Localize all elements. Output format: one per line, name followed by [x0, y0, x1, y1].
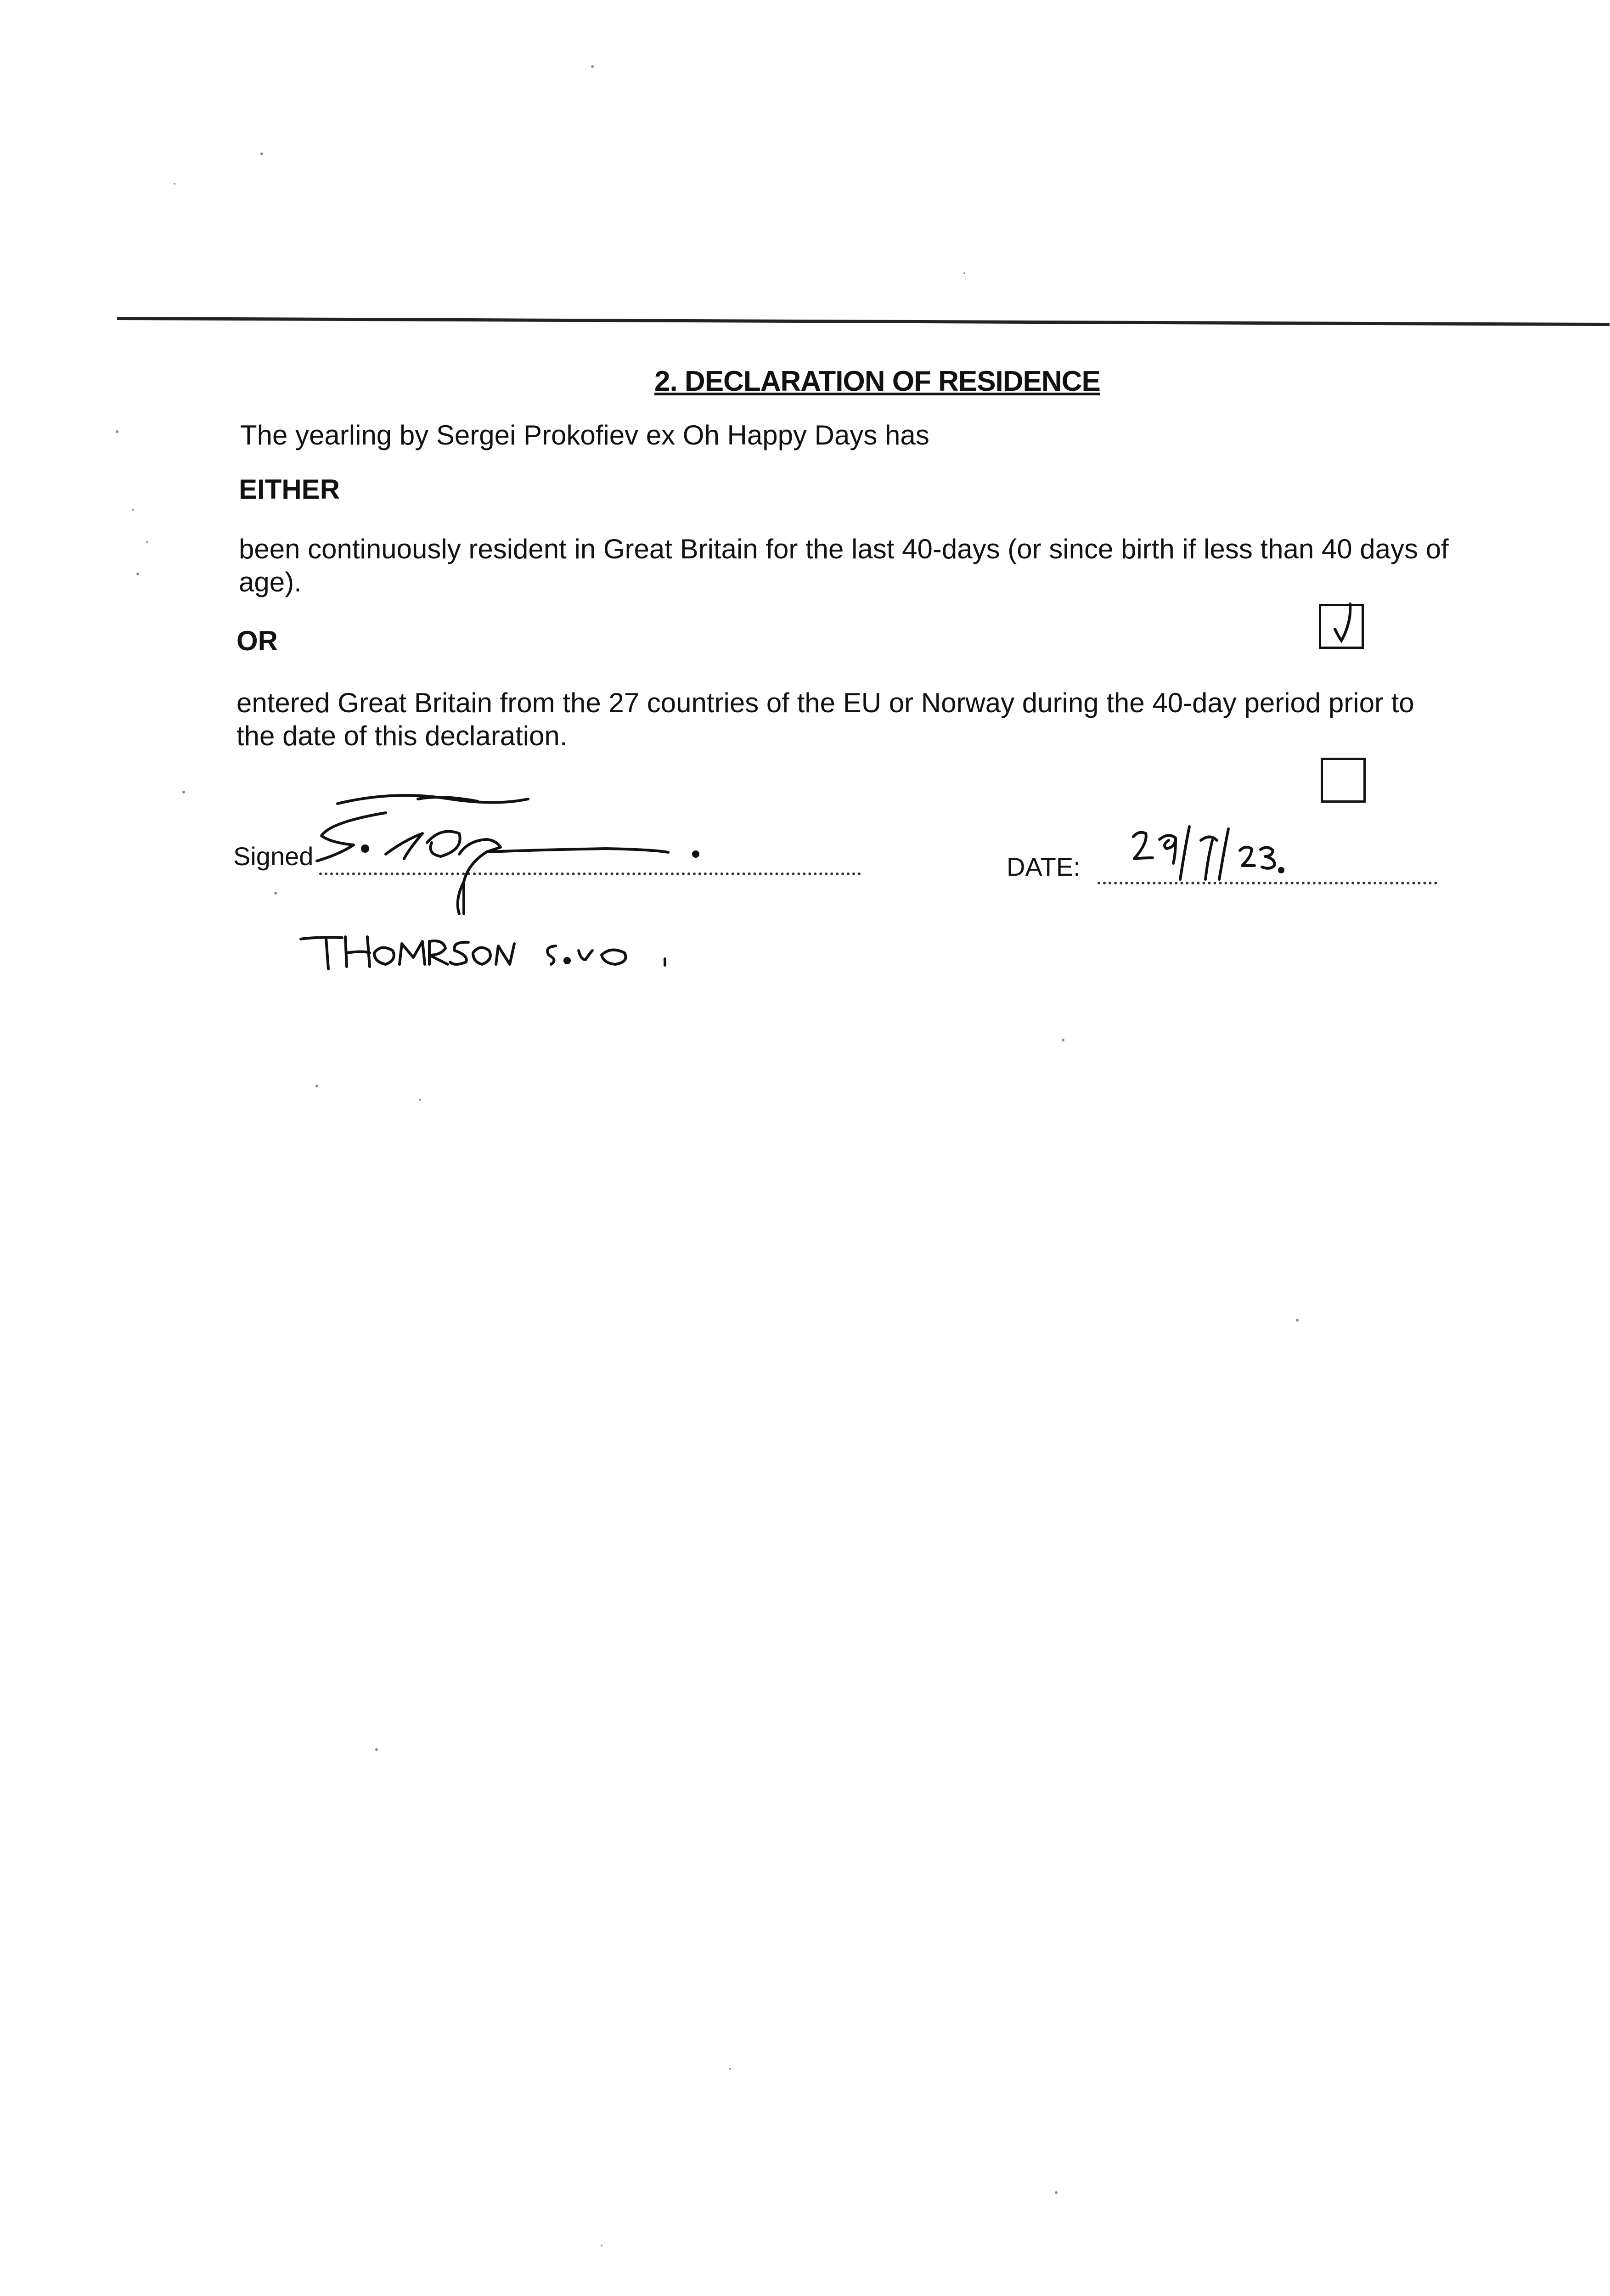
- signed-label: Signed: [233, 842, 314, 871]
- signature-line: [319, 872, 861, 875]
- either-label: EITHER: [239, 474, 340, 505]
- or-label: OR: [236, 625, 278, 656]
- option-1-line-1: been continuously resident in Great Britain for the last 40-days (or since birth if less than 40 days of: [239, 534, 1449, 564]
- date-label: DATE:: [1007, 852, 1081, 881]
- checkmark-icon: [1321, 585, 1366, 654]
- option-2-line-1: entered Great Britain from the 27 countries of the EU or Norway during the 40-day period prior to: [236, 687, 1414, 718]
- option-1-checkbox[interactable]: [1319, 604, 1364, 649]
- option-2-text: [236, 687, 1414, 753]
- date-line: [1098, 882, 1437, 884]
- option-2-checkbox[interactable]: [1321, 758, 1366, 803]
- handwritten-signature: [317, 795, 698, 914]
- section-heading: 2. DECLARATION OF RESIDENCE: [654, 366, 1100, 397]
- option-1-line-2: age).: [239, 567, 302, 597]
- option-2-line-2: the date of this declaration.: [236, 720, 568, 751]
- section-divider: [117, 317, 1610, 326]
- option-1-text: [239, 533, 1449, 599]
- intro-text: The yearling by Sergei Prokofiev ex Oh Happy Days has: [240, 420, 929, 450]
- handwritten-printed-name: [301, 937, 665, 969]
- handwritten-date: [1133, 827, 1283, 879]
